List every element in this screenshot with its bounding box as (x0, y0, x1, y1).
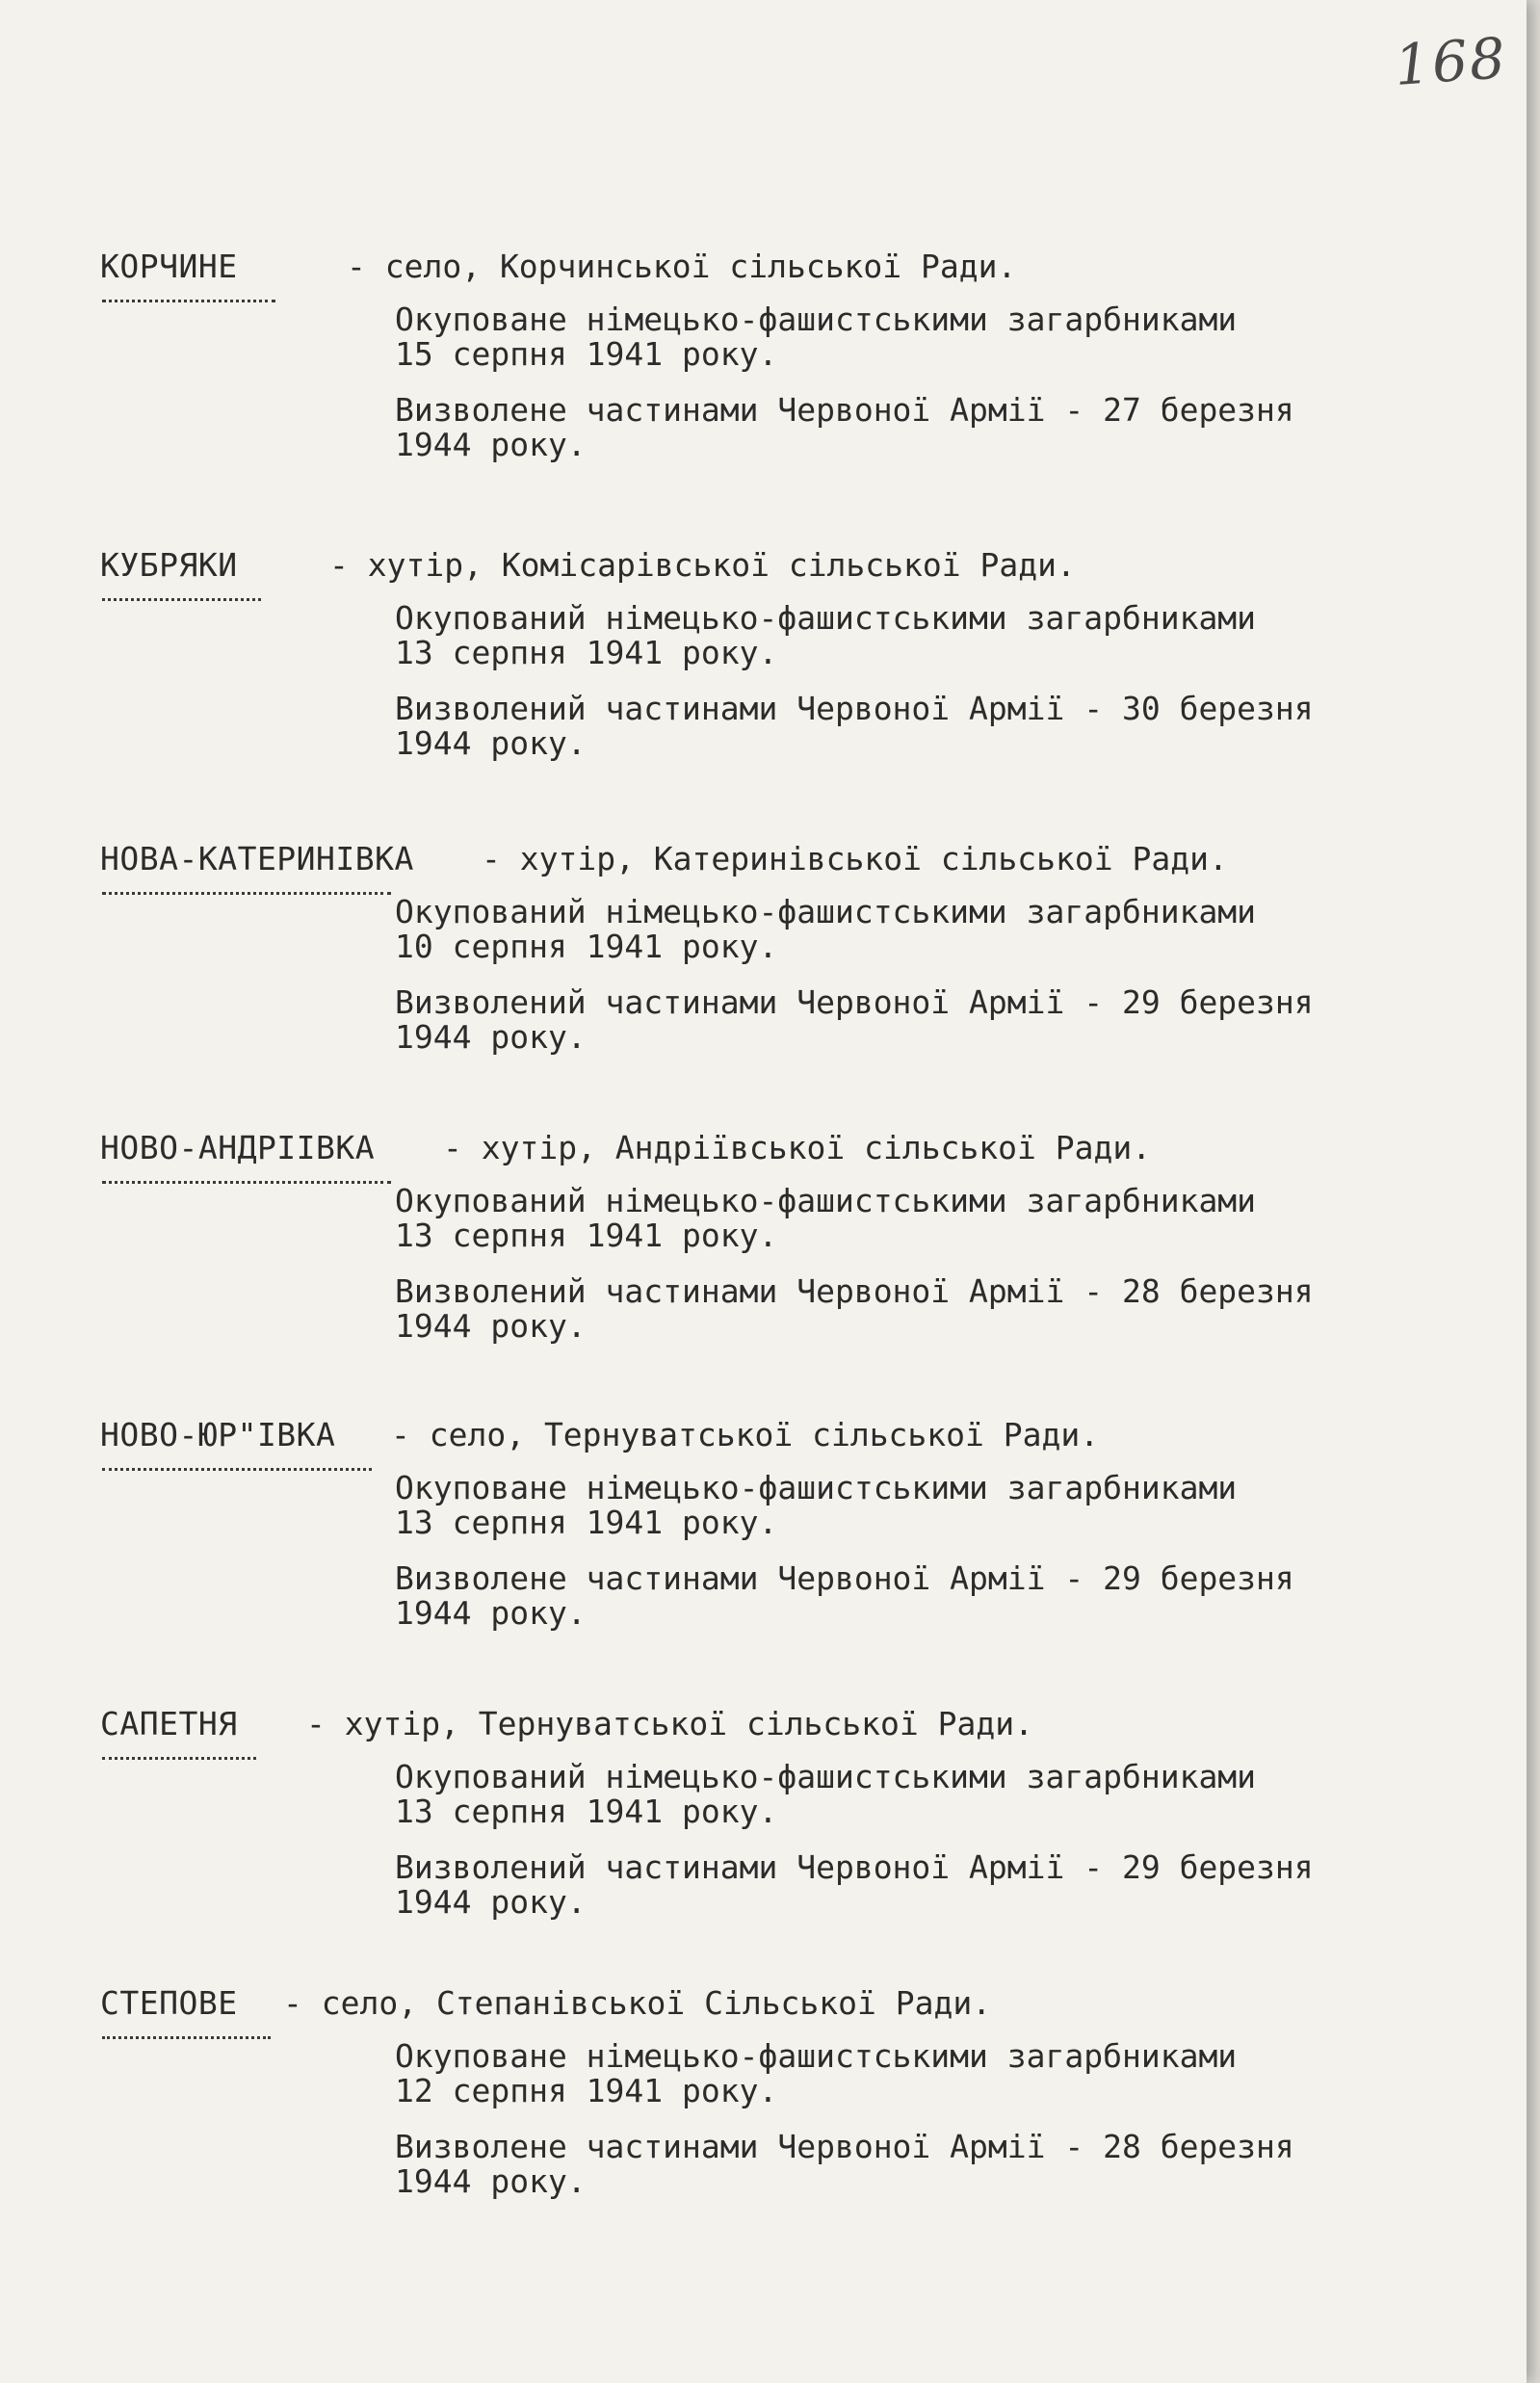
liberated-line-1: Визволене частинами Червоної Армії - 27 березня (395, 391, 1294, 429)
occupied-line-1: Окупований німецько-фашистськими загарбниками (395, 1758, 1257, 1795)
place-name: СТЕПОВЕ (100, 1984, 238, 2022)
place-name: НОВО-АНДРІІВКА (100, 1129, 376, 1166)
liberated-line-2: 1944 року. (395, 426, 587, 463)
entry-korchyne (0, 246, 1527, 477)
place-type-line: - хутір, Тернуватської сільської Ради. (306, 1705, 1033, 1742)
occupied-line-2: 13 серпня 1941 року. (395, 1504, 778, 1541)
occupied-line-1: Окуповане німецько-фашистськими загарбниками (395, 2037, 1238, 2075)
occupied-line-1: Окуповане німецько-фашистськими загарбниками (395, 301, 1238, 338)
entry-nova-katerynivka (0, 838, 1527, 1069)
liberated-line-1: Визволений частинами Червоної Армії - 30 березня (395, 690, 1314, 727)
occupied-line-1: Окупований німецько-фашистськими загарбниками (395, 599, 1257, 637)
place-type-line: - село, Степанівської Сільської Ради. (283, 1984, 992, 2022)
occupied-line-2: 10 серпня 1941 року. (395, 928, 778, 965)
name-underline (102, 1462, 372, 1471)
entry-novo-andriivka (0, 1127, 1527, 1358)
liberated-line-2: 1944 року. (395, 1018, 587, 1056)
page-number: 168 (1392, 25, 1509, 98)
place-type-line: - село, Тернуватської сільської Ради. (391, 1416, 1100, 1453)
occupied-line-2: 13 серпня 1941 року. (395, 634, 778, 671)
place-name: НОВА-КАТЕРИНІВКА (100, 840, 414, 877)
liberated-line-1: Визволений частинами Червоної Армії - 29 березня (395, 1848, 1314, 1886)
place-name: САПЕТНЯ (100, 1705, 238, 1742)
entry-kubriaky (0, 544, 1527, 775)
place-type-line: - хутір, Катеринівської сільської Ради. (482, 840, 1228, 877)
entry-stepove (0, 1982, 1527, 2213)
occupied-line-1: Окупований німецько-фашистськими загарбниками (395, 893, 1257, 930)
place-name: НОВО-ЮР"ІВКА (100, 1416, 336, 1453)
name-underline (102, 2030, 271, 2039)
place-name: КОРЧИНЕ (100, 248, 238, 285)
liberated-line-1: Визволений частинами Червоної Армії - 29 березня (395, 983, 1314, 1021)
name-underline (102, 592, 261, 601)
place-type-line: - хутір, Комісарівської сільської Ради. (329, 546, 1076, 584)
name-underline (102, 1175, 391, 1184)
place-type-line: - хутір, Андріївської сільської Ради. (443, 1129, 1152, 1166)
occupied-line-1: Окупований німецько-фашистськими загарбниками (395, 1182, 1257, 1219)
occupied-line-2: 15 серпня 1941 року. (395, 335, 778, 373)
liberated-line-2: 1944 року. (395, 2162, 587, 2200)
liberated-line-2: 1944 року. (395, 724, 587, 762)
entry-sapetnia (0, 1703, 1527, 1934)
name-underline (102, 886, 391, 895)
occupied-line-2: 13 серпня 1941 року. (395, 1217, 778, 1254)
liberated-line-1: Визволений частинами Червоної Армії - 28 березня (395, 1272, 1314, 1310)
place-type-line: - село, Корчинської сільської Ради. (347, 248, 1017, 285)
place-name: КУБРЯКИ (100, 546, 238, 584)
liberated-line-2: 1944 року. (395, 1594, 587, 1632)
occupied-line-2: 12 серпня 1941 року. (395, 2072, 778, 2109)
occupied-line-2: 13 серпня 1941 року. (395, 1793, 778, 1830)
liberated-line-2: 1944 року. (395, 1307, 587, 1345)
liberated-line-2: 1944 року. (395, 1883, 587, 1921)
liberated-line-1: Визволене частинами Червоної Армії - 29 березня (395, 1559, 1294, 1597)
occupied-line-1: Окуповане німецько-фашистськими загарбниками (395, 1469, 1238, 1506)
entry-novo-yurivka (0, 1414, 1527, 1645)
name-underline (102, 1751, 256, 1760)
name-underline (102, 294, 275, 302)
liberated-line-1: Визволене частинами Червоної Армії - 28 березня (395, 2128, 1294, 2165)
